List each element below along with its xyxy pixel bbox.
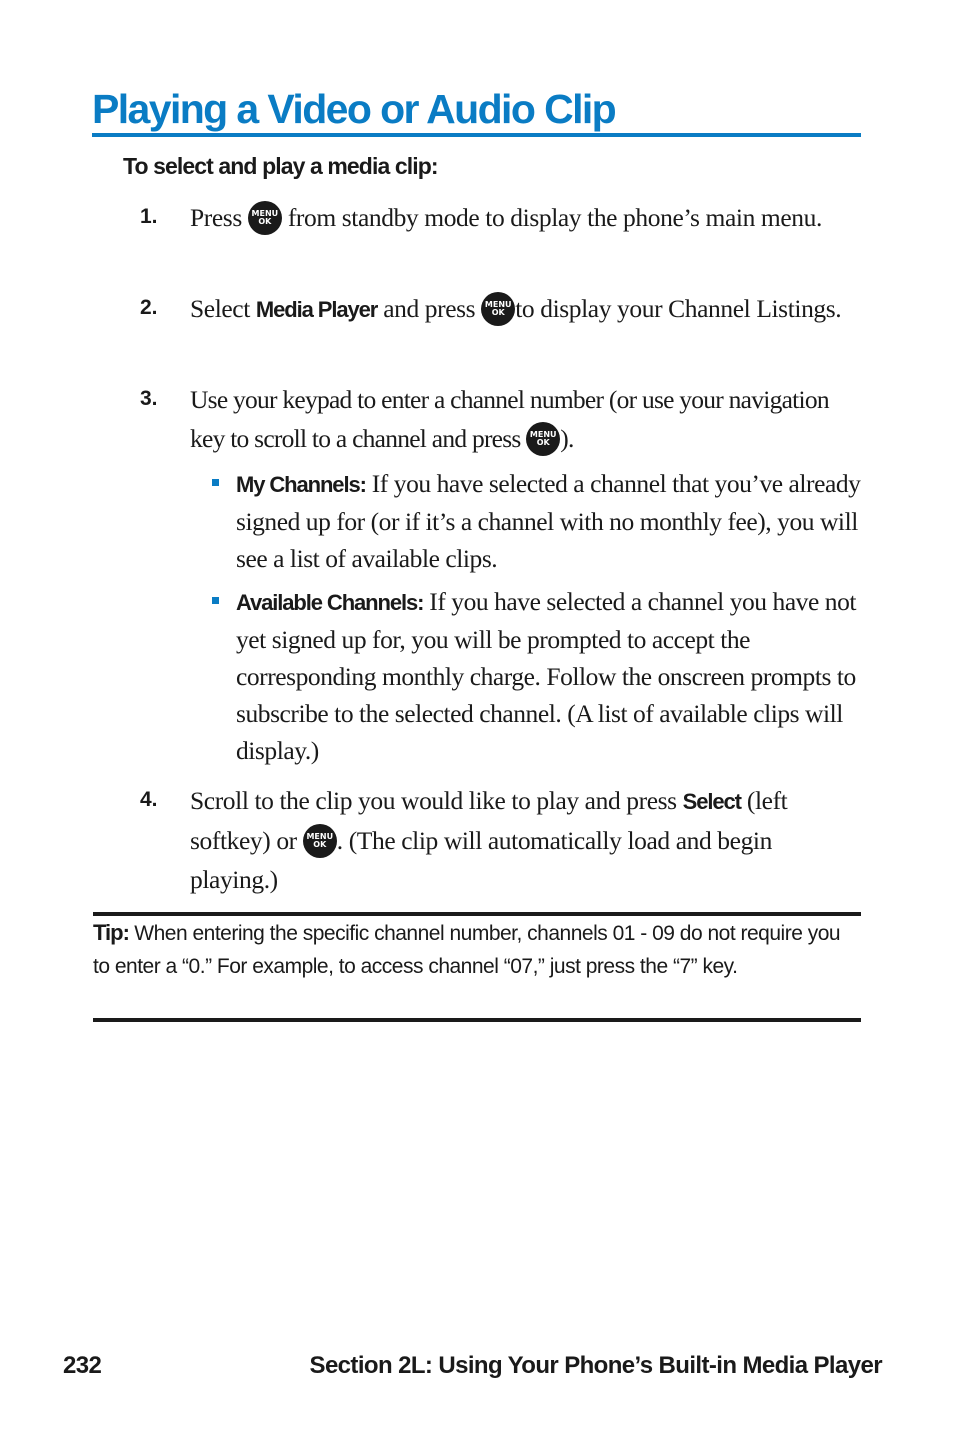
menu-ok-key-icon: MENU OK [526, 422, 560, 456]
step-text: Press MENU OK from standby mode to display the phone’s main menu. [190, 198, 860, 237]
page-number: 232 [63, 1352, 102, 1379]
softkey-select-label: Select [682, 789, 741, 814]
tip-box [93, 916, 861, 983]
step-number: 2. [140, 296, 158, 319]
tip-label: Tip: [93, 920, 129, 945]
bullet-text: Available Channels: If you have selected a channel you have not yet signed up for, you will be prompted to accept the corresponding monthly charge. Follow the onscreen prompts to subscribe to the selected channel. (A list of available clips will display.) [236, 587, 857, 765]
menu-ok-key-icon: MENU OK [248, 201, 282, 235]
instruction-lead: To select and play a media clip: [123, 153, 438, 179]
title-underline [92, 133, 861, 137]
step-text: Scroll to the clip you would like to play and press Select (left softkey) or MENU OK . (The clip will automatically load and begin playing.) [190, 786, 788, 894]
step-number: 4. [140, 788, 158, 811]
menu-ok-key-icon: MENU OK [303, 824, 337, 858]
menu-item-media-player: Media Player [255, 297, 378, 322]
tip-text: When entering the specific channel number, channels 01 - 09 do not require you to enter a “0.” For example, to access channel “07,” just press the “7” key. [93, 922, 841, 978]
step-number: 1. [140, 205, 158, 228]
bullet-square-icon [212, 597, 219, 604]
bullet-square-icon [212, 479, 219, 486]
step-text: Select Media Player and press MENU OK to display your Channel Listings. [190, 289, 860, 329]
page-title: Playing a Video or Audio Clip [92, 86, 616, 132]
section-title: Section 2L: Using Your Phone’s Built-in Media Player [309, 1352, 882, 1379]
menu-ok-key-icon: MENU OK [481, 292, 515, 326]
bullet-text: My Channels: If you have selected a channel that you’ve already signed up for (or if it’s a channel with no monthly fee), you will see a list of available clips. [236, 469, 861, 573]
step-number: 3. [140, 387, 158, 410]
step-text: Use your keypad to enter a channel number (or use your navigation key to scroll to a channel and press MENU OK ). [190, 380, 860, 458]
tip-bottom-rule [93, 1018, 861, 1022]
